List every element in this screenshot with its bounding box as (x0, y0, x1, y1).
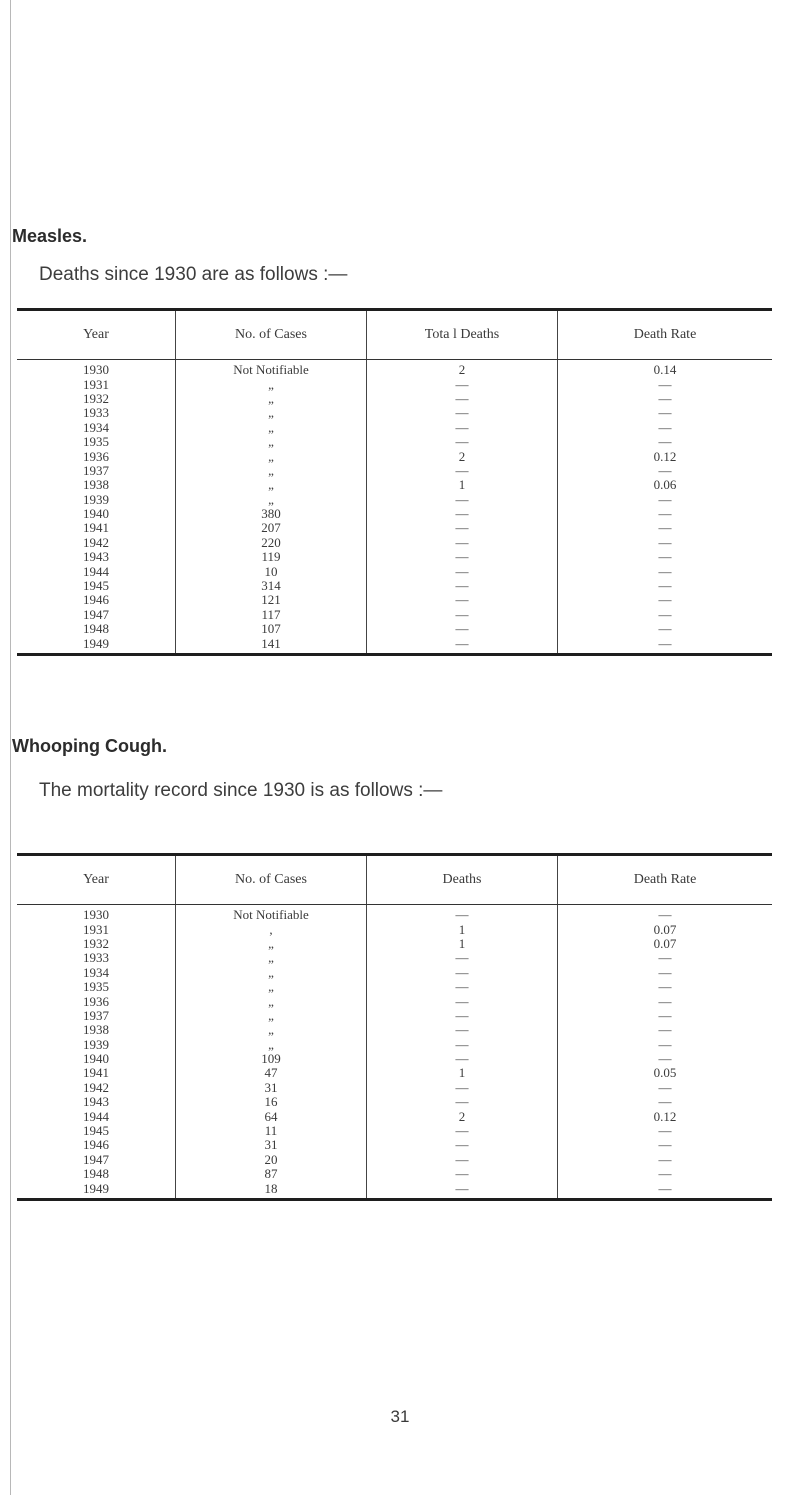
cases-cell: „ (176, 406, 367, 420)
table-row (17, 1095, 772, 1109)
deaths-cell: — (367, 994, 558, 1008)
table-row (17, 478, 772, 492)
table-row (17, 622, 772, 636)
death-rate-cell: — (558, 1023, 773, 1037)
cases-cell: „ (176, 937, 367, 951)
deaths-cell: 1 (367, 478, 558, 492)
death-rate-cell: — (558, 966, 773, 980)
cases-cell: 64 (176, 1109, 367, 1123)
measles-table (17, 308, 772, 656)
table-row (17, 493, 772, 507)
deaths-cell: — (367, 1023, 558, 1037)
cases-cell: „ (176, 980, 367, 994)
table-row (17, 1009, 772, 1023)
table-row (17, 1066, 772, 1080)
table-row (17, 406, 772, 420)
year-cell: 1938 (83, 1022, 109, 1038)
death-rate-cell: 0.06 (558, 478, 773, 492)
death-rate-cell: — (558, 1138, 773, 1152)
cases-cell: 117 (176, 608, 367, 622)
column-header-cases: No. of Cases (176, 310, 367, 360)
cases-cell: 87 (176, 1167, 367, 1181)
deaths-cell: 1 (367, 937, 558, 951)
cases-cell: 107 (176, 622, 367, 636)
column-header-deaths: Deaths (367, 855, 558, 905)
table-row (17, 593, 772, 607)
cases-cell: „ (176, 1038, 367, 1052)
table-row (17, 421, 772, 435)
year-cell: 1938 (83, 477, 109, 493)
year-cell: 1948 (83, 621, 109, 637)
death-rate-cell: — (558, 521, 773, 535)
deaths-cell: — (367, 521, 558, 535)
whooping-cough-intro: The mortality record since 1930 is as follows :— (39, 780, 443, 801)
death-rate-cell: 0.05 (558, 1066, 773, 1080)
deaths-cell: 1 (367, 922, 558, 936)
cases-cell: 220 (176, 536, 367, 550)
deaths-cell: 2 (367, 449, 558, 463)
death-rate-cell: 0.12 (558, 449, 773, 463)
table-row (17, 435, 772, 449)
cases-cell: 314 (176, 579, 367, 593)
measles-heading: Measles. (12, 226, 88, 246)
table-row (17, 1023, 772, 1037)
cases-cell: „ (176, 951, 367, 965)
year-cell: 1941 (83, 520, 109, 536)
deaths-cell: — (367, 1181, 558, 1199)
table-row (17, 392, 772, 406)
table-row (17, 449, 772, 463)
table-row (17, 1124, 772, 1138)
year-cell: 1943 (83, 1094, 109, 1110)
year-cell: 1930 (83, 907, 109, 923)
year-cell: 1942 (83, 1079, 109, 1095)
deaths-cell: — (367, 622, 558, 636)
death-rate-cell: — (558, 421, 773, 435)
death-rate-cell: — (558, 1181, 773, 1199)
table-row (17, 951, 772, 965)
year-cell: 1939 (83, 1036, 109, 1052)
year-cell: 1945 (83, 1123, 109, 1139)
table-row (17, 905, 772, 923)
table-row (17, 464, 772, 478)
deaths-cell: 1 (367, 1066, 558, 1080)
deaths-cell: — (367, 966, 558, 980)
table-row (17, 564, 772, 578)
deaths-cell: — (367, 550, 558, 564)
death-rate-cell: — (558, 608, 773, 622)
year-cell: 1944 (83, 563, 109, 579)
death-rate-cell: — (558, 550, 773, 564)
year-cell: 1932 (83, 935, 109, 951)
table-row (17, 636, 772, 654)
cases-cell: „ (176, 435, 367, 449)
year-cell: 1947 (83, 1151, 109, 1167)
year-cell: 1934 (83, 964, 109, 980)
table-row (17, 937, 772, 951)
cases-cell: „ (176, 1023, 367, 1037)
year-cell: 1937 (83, 1007, 109, 1023)
deaths-cell: — (367, 435, 558, 449)
year-cell: 1933 (83, 950, 109, 966)
whooping-cough-heading: Whooping Cough. (12, 736, 167, 756)
year-cell: 1931 (83, 921, 109, 937)
table-row (17, 1081, 772, 1095)
cases-cell: „ (176, 464, 367, 478)
deaths-cell: — (367, 493, 558, 507)
deaths-cell: — (367, 536, 558, 550)
death-rate-cell: — (558, 464, 773, 478)
table-row (17, 579, 772, 593)
year-cell: 1931 (83, 376, 109, 392)
year-cell: 1933 (83, 405, 109, 421)
cases-cell: „ (176, 966, 367, 980)
cases-cell: „ (176, 1009, 367, 1023)
table-row (17, 377, 772, 391)
death-rate-cell: — (558, 994, 773, 1008)
cases-cell: 47 (176, 1066, 367, 1080)
deaths-cell: — (367, 464, 558, 478)
cases-cell: „ (176, 493, 367, 507)
cases-cell: „ (176, 478, 367, 492)
table-row (17, 966, 772, 980)
table-row (17, 1167, 772, 1181)
cases-cell: 31 (176, 1081, 367, 1095)
death-rate-cell: — (558, 564, 773, 578)
measles-intro: Deaths since 1930 are as follows :— (39, 264, 348, 285)
cases-cell: Not Notifiable (176, 360, 367, 378)
deaths-cell: — (367, 406, 558, 420)
whooping-cough-header-row (17, 855, 772, 905)
cases-cell: 141 (176, 636, 367, 654)
year-cell: 1937 (83, 462, 109, 478)
deaths-cell: 2 (367, 1109, 558, 1123)
table-row (17, 922, 772, 936)
death-rate-cell: — (558, 493, 773, 507)
death-rate-cell: — (558, 980, 773, 994)
deaths-cell: — (367, 608, 558, 622)
year-cell: 1936 (83, 448, 109, 464)
year-cell: 1944 (83, 1108, 109, 1124)
cases-cell: „ (176, 392, 367, 406)
year-cell: 1946 (83, 592, 109, 608)
death-rate-cell: 0.14 (558, 360, 773, 378)
table-row (17, 360, 772, 378)
death-rate-cell: — (558, 406, 773, 420)
year-cell: 1947 (83, 606, 109, 622)
cases-cell: 16 (176, 1095, 367, 1109)
column-header-death-rate: Death Rate (558, 855, 773, 905)
column-header-year: Year (17, 855, 176, 905)
cases-cell: „ (176, 377, 367, 391)
death-rate-cell: — (558, 1052, 773, 1066)
death-rate-cell: — (558, 1153, 773, 1167)
cases-cell: 20 (176, 1153, 367, 1167)
cases-cell: 31 (176, 1138, 367, 1152)
deaths-cell: — (367, 564, 558, 578)
cases-cell: „ (176, 449, 367, 463)
deaths-cell: — (367, 1038, 558, 1052)
column-header-total-deaths: Tota l Deaths (367, 310, 558, 360)
deaths-cell: — (367, 1167, 558, 1181)
table-row (17, 521, 772, 535)
death-rate-cell: — (558, 622, 773, 636)
deaths-cell: — (367, 392, 558, 406)
death-rate-cell: — (558, 1124, 773, 1138)
table-row (17, 1109, 772, 1123)
page-number: 31 (390, 1407, 410, 1426)
table-row (17, 507, 772, 521)
death-rate-cell: 0.12 (558, 1109, 773, 1123)
table-row (17, 994, 772, 1008)
cases-cell: , (176, 922, 367, 936)
cases-cell: 380 (176, 507, 367, 521)
death-rate-cell: — (558, 1009, 773, 1023)
death-rate-cell: — (558, 507, 773, 521)
year-cell: 1930 (83, 362, 109, 378)
deaths-cell: — (367, 377, 558, 391)
deaths-cell: — (367, 1052, 558, 1066)
year-cell: 1948 (83, 1166, 109, 1182)
cases-cell: Not Notifiable (176, 905, 367, 923)
cases-cell: „ (176, 994, 367, 1008)
death-rate-cell: — (558, 1038, 773, 1052)
year-cell: 1935 (83, 434, 109, 450)
deaths-cell: 2 (367, 360, 558, 378)
death-rate-cell: — (558, 392, 773, 406)
whooping-cough-table (17, 853, 772, 1201)
death-rate-cell: — (558, 636, 773, 654)
death-rate-cell: 0.07 (558, 922, 773, 936)
deaths-cell: — (367, 1081, 558, 1095)
table-row (17, 1181, 772, 1199)
cases-cell: 121 (176, 593, 367, 607)
table-row (17, 536, 772, 550)
year-cell: 1940 (83, 1051, 109, 1067)
column-header-cases: No. of Cases (176, 855, 367, 905)
year-cell: 1935 (83, 979, 109, 995)
cases-cell: „ (176, 421, 367, 435)
year-cell: 1945 (83, 578, 109, 594)
death-rate-cell: — (558, 536, 773, 550)
year-cell: 1936 (83, 993, 109, 1009)
deaths-cell: — (367, 1124, 558, 1138)
death-rate-cell: 0.07 (558, 937, 773, 951)
year-cell: 1939 (83, 491, 109, 507)
cases-cell: 10 (176, 564, 367, 578)
column-header-year: Year (17, 310, 176, 360)
year-cell: 1942 (83, 534, 109, 550)
deaths-cell: — (367, 951, 558, 965)
cases-cell: 109 (176, 1052, 367, 1066)
table-row (17, 550, 772, 564)
death-rate-cell: — (558, 905, 773, 923)
year-cell: 1943 (83, 549, 109, 565)
year-cell: 1934 (83, 419, 109, 435)
deaths-cell: — (367, 980, 558, 994)
table-row (17, 1038, 772, 1052)
deaths-cell: — (367, 905, 558, 923)
table-row (17, 1153, 772, 1167)
death-rate-cell: — (558, 951, 773, 965)
deaths-cell: — (367, 507, 558, 521)
death-rate-cell: — (558, 1081, 773, 1095)
year-cell: 1949 (83, 635, 109, 651)
deaths-cell: — (367, 636, 558, 654)
deaths-cell: — (367, 1138, 558, 1152)
table-row (17, 1052, 772, 1066)
cases-cell: 11 (176, 1124, 367, 1138)
page-margin-line (10, 0, 11, 1495)
death-rate-cell: — (558, 435, 773, 449)
measles-header-row (17, 310, 772, 360)
deaths-cell: — (367, 579, 558, 593)
death-rate-cell: — (558, 579, 773, 593)
death-rate-cell: — (558, 1167, 773, 1181)
table-row (17, 608, 772, 622)
deaths-cell: — (367, 593, 558, 607)
column-header-death-rate: Death Rate (558, 310, 773, 360)
cases-cell: 119 (176, 550, 367, 564)
cases-cell: 18 (176, 1181, 367, 1199)
year-cell: 1941 (83, 1065, 109, 1081)
deaths-cell: — (367, 1153, 558, 1167)
table-row (17, 1138, 772, 1152)
death-rate-cell: — (558, 1095, 773, 1109)
year-cell: 1946 (83, 1137, 109, 1153)
death-rate-cell: — (558, 593, 773, 607)
death-rate-cell: — (558, 377, 773, 391)
year-cell: 1949 (83, 1180, 109, 1196)
year-cell: 1940 (83, 506, 109, 522)
cases-cell: 207 (176, 521, 367, 535)
table-row (17, 980, 772, 994)
deaths-cell: — (367, 1009, 558, 1023)
deaths-cell: — (367, 421, 558, 435)
deaths-cell: — (367, 1095, 558, 1109)
year-cell: 1932 (83, 390, 109, 406)
